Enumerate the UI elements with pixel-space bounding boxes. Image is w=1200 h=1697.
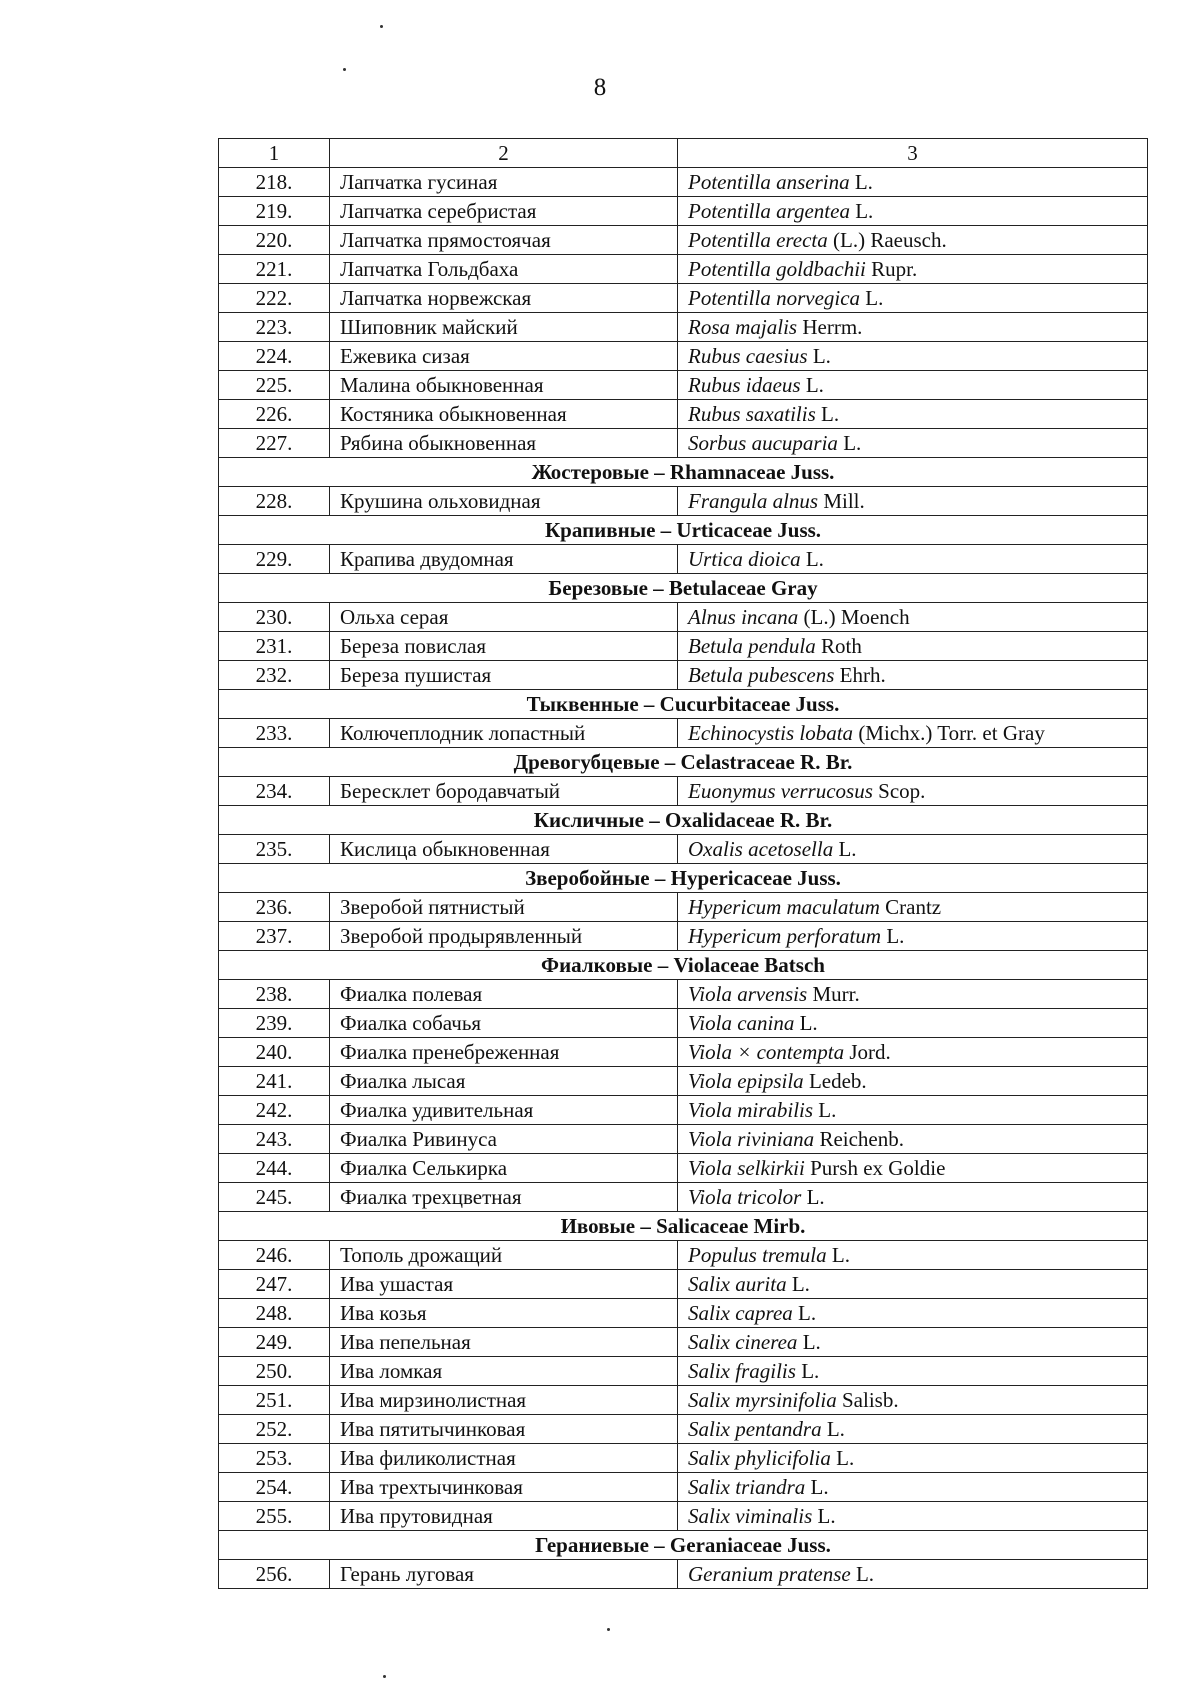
species-row <box>219 1038 1148 1067</box>
family-header-row <box>219 951 1148 980</box>
author-citation: (L.) Raeusch. <box>833 228 947 252</box>
latin-name-cell <box>678 1009 1148 1038</box>
author-citation: L. <box>801 1359 820 1383</box>
species-row <box>219 1241 1148 1270</box>
species-number: 240. <box>219 1038 330 1067</box>
species-row <box>219 1328 1148 1357</box>
latin-name: Rosa majalis <box>688 315 798 339</box>
species-number: 255. <box>219 1502 330 1531</box>
author-citation: Ledeb. <box>808 1069 867 1093</box>
russian-name: Ива филиколистная <box>330 1444 678 1473</box>
russian-name: Рябина обыкновенная <box>330 429 678 458</box>
latin-name: Salix pentandra <box>688 1417 822 1441</box>
latin-name: Viola mirabilis <box>688 1098 814 1122</box>
latin-name: Euonymus verrucosus <box>688 779 873 803</box>
latin-name: Potentilla erecta <box>688 228 828 252</box>
latin-name: Viola riviniana <box>688 1127 815 1151</box>
species-row <box>219 284 1148 313</box>
column-header: 2 <box>330 139 678 168</box>
latin-name: Echinocystis lobata <box>688 721 854 745</box>
scan-speck <box>343 68 346 71</box>
species-number: 223. <box>219 313 330 342</box>
author-citation: L. <box>798 1301 817 1325</box>
author-citation: Crantz <box>885 895 942 919</box>
latin-name: Salix viminalis <box>688 1504 813 1528</box>
species-row <box>219 1125 1148 1154</box>
family-header-row <box>219 806 1148 835</box>
russian-name: Зверобой пятнистый <box>330 893 678 922</box>
species-number: 247. <box>219 1270 330 1299</box>
latin-name: Viola epipsila <box>688 1069 804 1093</box>
author-citation: Ehrh. <box>839 663 886 687</box>
russian-name: Ива козья <box>330 1299 678 1328</box>
species-number: 253. <box>219 1444 330 1473</box>
species-row <box>219 1357 1148 1386</box>
russian-name: Фиалка полевая <box>330 980 678 1009</box>
latin-name: Rubus idaeus <box>688 373 801 397</box>
family-header-row <box>219 690 1148 719</box>
family-name: Кисличные – Oxalidaceae R. Br. <box>219 806 1148 835</box>
latin-name-cell <box>678 284 1148 313</box>
species-number: 251. <box>219 1386 330 1415</box>
species-number: 256. <box>219 1560 330 1589</box>
species-number: 231. <box>219 632 330 661</box>
family-name: Фиалковые – Violaceae Batsch <box>219 951 1148 980</box>
russian-name: Герань луговая <box>330 1560 678 1589</box>
latin-name-cell <box>678 1473 1148 1502</box>
latin-name: Viola arvensis <box>688 982 808 1006</box>
latin-name-cell <box>678 1125 1148 1154</box>
latin-name-cell <box>678 371 1148 400</box>
species-row <box>219 1560 1148 1589</box>
species-number: 227. <box>219 429 330 458</box>
latin-name: Sorbus aucuparia <box>688 431 838 455</box>
author-citation: Reichenb. <box>819 1127 904 1151</box>
latin-name-cell <box>678 1038 1148 1067</box>
column-header: 1 <box>219 139 330 168</box>
species-row <box>219 1154 1148 1183</box>
latin-name-cell <box>678 342 1148 371</box>
species-number: 232. <box>219 661 330 690</box>
latin-name-cell <box>678 835 1148 864</box>
scan-speck <box>383 1675 386 1678</box>
russian-name: Крапива двудомная <box>330 545 678 574</box>
species-number: 228. <box>219 487 330 516</box>
latin-name-cell <box>678 777 1148 806</box>
latin-name: Betula pubescens <box>688 663 835 687</box>
page-number: 8 <box>593 74 607 101</box>
family-header-row <box>219 516 1148 545</box>
author-citation: Herrm. <box>802 315 863 339</box>
species-number: 249. <box>219 1328 330 1357</box>
russian-name: Кислица обыкновенная <box>330 835 678 864</box>
latin-name-cell <box>678 1560 1148 1589</box>
latin-name-cell <box>678 1096 1148 1125</box>
latin-name-cell <box>678 226 1148 255</box>
russian-name: Береза пушистая <box>330 661 678 690</box>
family-name: Жостеровые – Rhamnaceae Juss. <box>219 458 1148 487</box>
author-citation: L. <box>821 402 840 426</box>
russian-name: Зверобой продырявленный <box>330 922 678 951</box>
species-table <box>218 138 1148 1589</box>
russian-name: Фиалка Селькирка <box>330 1154 678 1183</box>
author-citation: Jord. <box>849 1040 891 1064</box>
author-citation: L. <box>831 1243 850 1267</box>
russian-name: Лапчатка гусиная <box>330 168 678 197</box>
author-citation: L. <box>802 1330 821 1354</box>
russian-name: Колючеплодник лопастный <box>330 719 678 748</box>
latin-name-cell <box>678 1444 1148 1473</box>
species-row <box>219 980 1148 1009</box>
species-number: 236. <box>219 893 330 922</box>
author-citation: (Michx.) Torr. et Gray <box>858 721 1045 745</box>
species-number: 225. <box>219 371 330 400</box>
author-citation: Scop. <box>878 779 926 803</box>
latin-name-cell <box>678 1502 1148 1531</box>
species-number: 224. <box>219 342 330 371</box>
family-header-row <box>219 748 1148 777</box>
russian-name: Лапчатка норвежская <box>330 284 678 313</box>
latin-name: Frangula alnus <box>688 489 819 513</box>
latin-name-cell <box>678 487 1148 516</box>
species-row <box>219 603 1148 632</box>
russian-name: Ива пепельная <box>330 1328 678 1357</box>
latin-name-cell <box>678 1270 1148 1299</box>
russian-name: Береза повислая <box>330 632 678 661</box>
family-header-row <box>219 1212 1148 1241</box>
russian-name: Фиалка трехцветная <box>330 1183 678 1212</box>
russian-name: Ива ушастая <box>330 1270 678 1299</box>
russian-name: Ива прутовидная <box>330 1502 678 1531</box>
species-row <box>219 226 1148 255</box>
species-row <box>219 487 1148 516</box>
author-citation: L. <box>838 837 857 861</box>
latin-name: Viola tricolor <box>688 1185 802 1209</box>
species-row <box>219 371 1148 400</box>
author-citation: Murr. <box>812 982 860 1006</box>
species-row <box>219 313 1148 342</box>
family-header-row <box>219 864 1148 893</box>
family-name: Крапивные – Urticaceae Juss. <box>219 516 1148 545</box>
latin-name: Rubus saxatilis <box>688 402 816 426</box>
species-number: 243. <box>219 1125 330 1154</box>
russian-name: Фиалка удивительная <box>330 1096 678 1125</box>
author-citation: L. <box>843 431 862 455</box>
latin-name-cell <box>678 661 1148 690</box>
author-citation: L. <box>812 344 831 368</box>
latin-name-cell <box>678 429 1148 458</box>
russian-name: Ива мирзинолистная <box>330 1386 678 1415</box>
species-table-body <box>219 139 1148 1589</box>
latin-name: Salix cinerea <box>688 1330 798 1354</box>
species-number: 220. <box>219 226 330 255</box>
author-citation: Salisb. <box>842 1388 899 1412</box>
latin-name: Viola × contempta <box>688 1040 845 1064</box>
family-name: Гераниевые – Geraniaceae Juss. <box>219 1531 1148 1560</box>
russian-name: Ива трехтычинковая <box>330 1473 678 1502</box>
russian-name: Фиалка пренебреженная <box>330 1038 678 1067</box>
species-row <box>219 777 1148 806</box>
russian-name: Тополь дрожащий <box>330 1241 678 1270</box>
author-citation: L. <box>836 1446 855 1470</box>
latin-name: Betula pendula <box>688 634 816 658</box>
scan-speck <box>607 1628 610 1631</box>
latin-name: Salix phylicifolia <box>688 1446 831 1470</box>
species-number: 246. <box>219 1241 330 1270</box>
species-row <box>219 1502 1148 1531</box>
author-citation: Rupr. <box>871 257 918 281</box>
latin-name-cell <box>678 719 1148 748</box>
latin-name: Urtica dioica <box>688 547 801 571</box>
species-number: 245. <box>219 1183 330 1212</box>
author-citation: L. <box>826 1417 845 1441</box>
species-row <box>219 661 1148 690</box>
species-row <box>219 1444 1148 1473</box>
species-number: 242. <box>219 1096 330 1125</box>
species-number: 239. <box>219 1009 330 1038</box>
latin-name: Rubus caesius <box>688 344 808 368</box>
species-number: 222. <box>219 284 330 313</box>
russian-name: Крушина ольховидная <box>330 487 678 516</box>
species-row <box>219 632 1148 661</box>
author-citation: L. <box>865 286 884 310</box>
family-name: Древогубцевые – Celastraceae R. Br. <box>219 748 1148 777</box>
russian-name: Ива ломкая <box>330 1357 678 1386</box>
author-citation: L. <box>855 1562 875 1586</box>
latin-name-cell <box>678 168 1148 197</box>
species-row <box>219 1386 1148 1415</box>
latin-name-cell <box>678 1328 1148 1357</box>
species-number: 235. <box>219 835 330 864</box>
family-name: Тыквенные – Cucurbitaceae Juss. <box>219 690 1148 719</box>
author-citation: Pursh ex Goldie <box>810 1156 946 1180</box>
russian-name: Бересклет бородавчатый <box>330 777 678 806</box>
russian-name: Фиалка лысая <box>330 1067 678 1096</box>
author-citation: L. <box>854 170 873 194</box>
latin-name: Alnus incana <box>688 605 799 629</box>
species-number: 237. <box>219 922 330 951</box>
species-number: 234. <box>219 777 330 806</box>
species-row <box>219 1299 1148 1328</box>
species-number: 244. <box>219 1154 330 1183</box>
species-row <box>219 719 1148 748</box>
latin-name-cell <box>678 632 1148 661</box>
author-citation: L. <box>805 547 824 571</box>
species-row <box>219 1067 1148 1096</box>
latin-name: Viola selkirkii <box>688 1156 805 1180</box>
latin-name-cell <box>678 197 1148 226</box>
family-header-row <box>219 1531 1148 1560</box>
latin-name-cell <box>678 1386 1148 1415</box>
species-number: 250. <box>219 1357 330 1386</box>
author-citation: Mill. <box>823 489 865 513</box>
species-row <box>219 400 1148 429</box>
species-row <box>219 1473 1148 1502</box>
latin-name: Hypericum perforatum <box>688 924 882 948</box>
species-row <box>219 197 1148 226</box>
latin-name-cell <box>678 603 1148 632</box>
species-number: 254. <box>219 1473 330 1502</box>
species-row <box>219 893 1148 922</box>
russian-name: Фиалка Ривинуса <box>330 1125 678 1154</box>
author-citation: L. <box>799 1011 818 1035</box>
latin-name: Oxalis acetosella <box>688 837 834 861</box>
author-citation: L. <box>818 1098 837 1122</box>
latin-name: Salix aurita <box>688 1272 787 1296</box>
column-header: 3 <box>678 139 1148 168</box>
author-citation: L. <box>805 373 824 397</box>
latin-name-cell <box>678 1154 1148 1183</box>
russian-name: Ольха серая <box>330 603 678 632</box>
species-number: 230. <box>219 603 330 632</box>
latin-name-cell <box>678 1183 1148 1212</box>
latin-name-cell <box>678 980 1148 1009</box>
russian-name: Костяника обыкновенная <box>330 400 678 429</box>
family-header-row <box>219 574 1148 603</box>
russian-name: Фиалка собачья <box>330 1009 678 1038</box>
latin-name: Geranium pratense <box>688 1562 851 1586</box>
latin-name-cell <box>678 1415 1148 1444</box>
latin-name-cell <box>678 1299 1148 1328</box>
latin-name: Viola canina <box>688 1011 795 1035</box>
russian-name: Лапчатка прямостоячая <box>330 226 678 255</box>
species-number: 219. <box>219 197 330 226</box>
latin-name: Salix triandra <box>688 1475 806 1499</box>
family-name: Зверобойные – Hypericaceae Juss. <box>219 864 1148 893</box>
species-row <box>219 1415 1148 1444</box>
author-citation: (L.) Moench <box>803 605 910 629</box>
russian-name: Ива пятитычинковая <box>330 1415 678 1444</box>
latin-name-cell <box>678 922 1148 951</box>
author-citation: Roth <box>820 634 862 658</box>
species-row <box>219 545 1148 574</box>
species-row <box>219 1009 1148 1038</box>
species-number: 248. <box>219 1299 330 1328</box>
russian-name: Малина обыкновенная <box>330 371 678 400</box>
species-number: 238. <box>219 980 330 1009</box>
latin-name-cell <box>678 400 1148 429</box>
table-header-row <box>219 139 1148 168</box>
russian-name: Шиповник майский <box>330 313 678 342</box>
latin-name-cell <box>678 545 1148 574</box>
latin-name-cell <box>678 313 1148 342</box>
species-row <box>219 1183 1148 1212</box>
species-number: 252. <box>219 1415 330 1444</box>
latin-name: Salix fragilis <box>688 1359 796 1383</box>
species-row <box>219 1096 1148 1125</box>
species-number: 229. <box>219 545 330 574</box>
species-row <box>219 429 1148 458</box>
species-row <box>219 1270 1148 1299</box>
family-name: Березовые – Betulaceae Gray <box>219 574 1148 603</box>
latin-name: Potentilla goldbachii <box>688 257 866 281</box>
latin-name-cell <box>678 255 1148 284</box>
species-row <box>219 255 1148 284</box>
author-citation: L. <box>810 1475 829 1499</box>
latin-name-cell <box>678 1067 1148 1096</box>
russian-name: Ежевика сизая <box>330 342 678 371</box>
species-number: 221. <box>219 255 330 284</box>
species-number: 218. <box>219 168 330 197</box>
family-name: Ивовые – Salicaceae Mirb. <box>219 1212 1148 1241</box>
russian-name: Лапчатка Гольдбаха <box>330 255 678 284</box>
latin-name: Salix myrsinifolia <box>688 1388 837 1412</box>
latin-name: Salix caprea <box>688 1301 793 1325</box>
author-citation: L. <box>806 1185 825 1209</box>
latin-name: Populus tremula <box>688 1243 827 1267</box>
species-row <box>219 168 1148 197</box>
author-citation: L. <box>817 1504 836 1528</box>
latin-name: Potentilla argentea <box>688 199 850 223</box>
species-number: 233. <box>219 719 330 748</box>
species-row <box>219 342 1148 371</box>
latin-name-cell <box>678 893 1148 922</box>
author-citation: L. <box>791 1272 810 1296</box>
species-number: 226. <box>219 400 330 429</box>
latin-name-cell <box>678 1241 1148 1270</box>
author-citation: L. <box>886 924 905 948</box>
scan-speck <box>380 25 383 28</box>
russian-name: Лапчатка серебристая <box>330 197 678 226</box>
author-citation: L. <box>855 199 874 223</box>
latin-name: Potentilla norvegica <box>688 286 861 310</box>
family-header-row <box>219 458 1148 487</box>
latin-name-cell <box>678 1357 1148 1386</box>
latin-name: Potentilla anserina <box>688 170 850 194</box>
species-number: 241. <box>219 1067 330 1096</box>
species-row <box>219 922 1148 951</box>
species-row <box>219 835 1148 864</box>
latin-name: Hypericum maculatum <box>688 895 880 919</box>
